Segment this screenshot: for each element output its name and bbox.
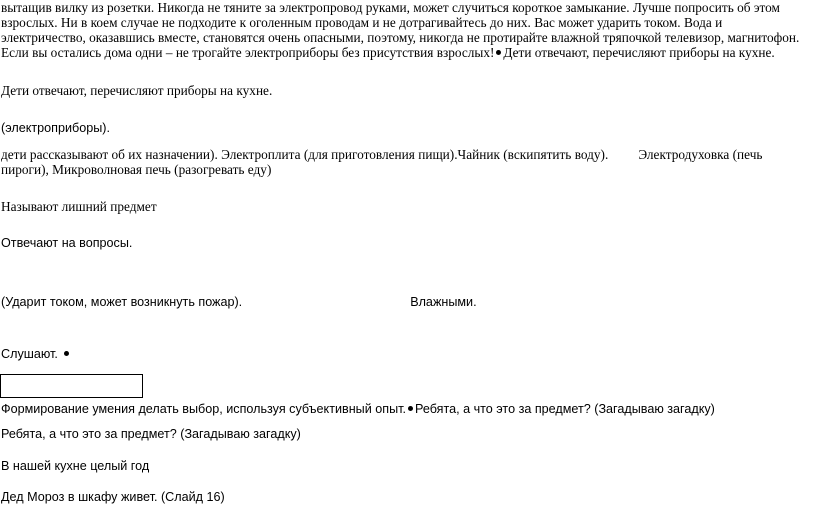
choice-line-left: Формирование умения делать выбор, используя субъективный опыт. [1,402,406,416]
listening-text: Слушают. [1,347,58,361]
electro-devices-label: (электроприборы). [1,121,110,135]
bullet-icon [64,351,69,356]
choice-line [1,401,715,417]
name-extra-item: Называют лишний предмет [1,199,157,214]
paragraph-line-4-text: Если вы остались дома одни – не трогайте электроприборы без присутствия взрослых! [1,45,495,60]
purposes-line-1-oven: Электродуховка (печь [638,147,763,162]
paragraph-line-1: вытащив вилку из розетки. Никогда не тяните за электропровод руками, может случиться короткое замыкание. Лучше попросить об этом [1,0,780,15]
purposes-line-2: пироги), Микроволновая печь (разогревать еду) [1,162,272,177]
answers-row-right: Влажными. [410,295,477,309]
listening-line [1,346,71,362]
riddle-line-2: Дед Мороз в шкафу живет. (Слайд 16) [1,490,225,504]
purposes-line-1 [1,147,762,163]
purposes-line-1-text: дети рассказывают об их назначении). Электроплита (для приготовления пищи).Чайник (вскипятить воду). [1,147,609,162]
paragraph-line-4-answer: Дети отвечают, перечисляют приборы на кухне. [503,45,775,60]
answers-row-left: (Ударит током, может возникнуть пожар). [1,295,243,309]
riddle-question: Ребята, а что это за предмет? (Загадываю загадку) [1,427,301,441]
riddle-line-1: В нашей кухне целый год [1,459,150,473]
choice-line-right: Ребята, а что это за предмет? (Загадываю загадку) [415,402,715,416]
bullet-icon [496,50,501,55]
answer-questions: Отвечают на вопросы. [1,236,133,250]
paragraph-line-4 [1,45,775,61]
empty-table-cell [0,374,143,398]
children-answer-kitchen: Дети отвечают, перечисляют приборы на кухне. [1,83,273,98]
paragraph-line-2: взрослых. Ни в коем случае не подходите к оголенным проводам и не дотрагивайтесь до них. Вас может ударить током. Вода и [1,15,723,30]
paragraph-line-3: электричество, оказавшись вместе, становятся очень опасными, поэтому, никогда не протирайте влажной тряпочкой телевизор, магнитофон. [1,30,800,45]
bullet-icon [408,406,413,411]
answers-row [1,294,477,310]
